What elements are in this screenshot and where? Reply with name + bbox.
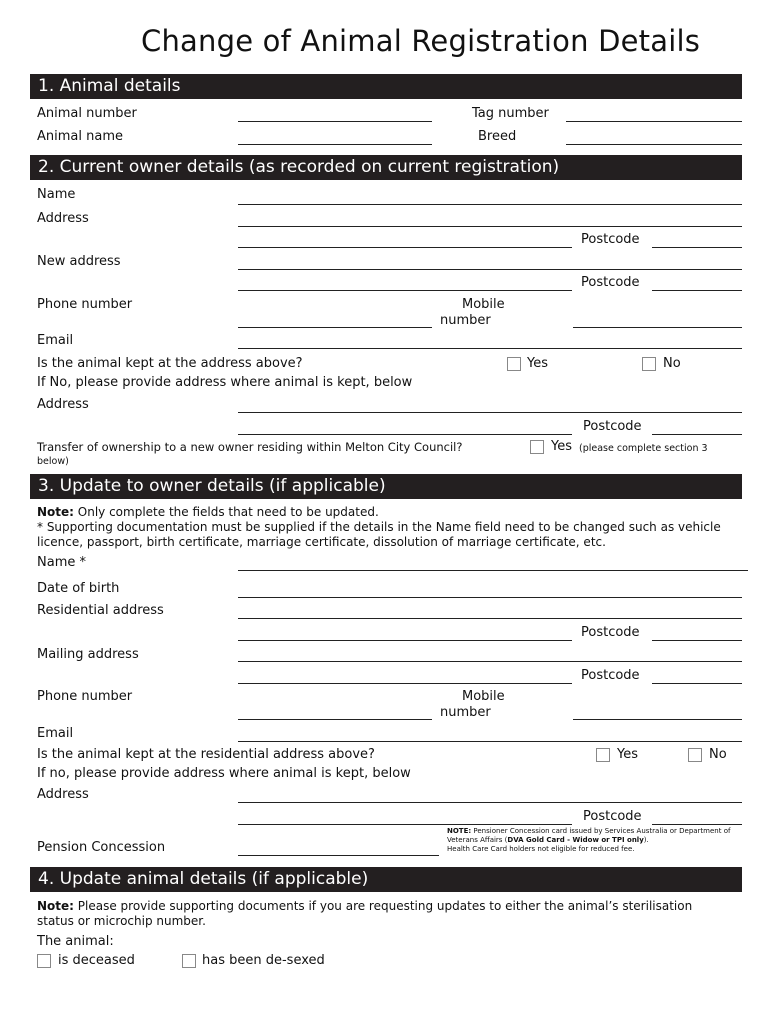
residential-label: Residential address — [37, 603, 164, 618]
residential-kept-question: Is the animal kept at the residential address above? — [37, 747, 375, 762]
mailing-postcode-label: Postcode — [581, 668, 640, 683]
address-label: Address — [37, 211, 89, 226]
tag-number-label: Tag number — [472, 106, 549, 121]
mobile-label-line-2: number — [440, 313, 491, 328]
name-label: Name — [37, 187, 76, 202]
kept-no-label: No — [663, 356, 681, 371]
new-address-field-line-1[interactable] — [238, 269, 742, 270]
kept-address-label: Address — [37, 397, 89, 412]
new-postcode-label: Postcode — [581, 275, 640, 290]
pension-field[interactable] — [238, 855, 439, 856]
deceased-label: is deceased — [58, 953, 135, 968]
the-animal-label: The animal: — [37, 934, 114, 949]
residential-kept-postcode-field[interactable] — [652, 824, 742, 825]
kept-address-field-line-2[interactable] — [238, 434, 572, 435]
mailing-postcode-field[interactable] — [652, 683, 742, 684]
new-address-field-line-2[interactable] — [238, 290, 572, 291]
kept-yes-checkbox[interactable] — [507, 357, 521, 371]
transfer-yes-checkbox[interactable] — [530, 440, 544, 454]
breed-field[interactable] — [566, 144, 742, 145]
animal-number-label: Animal number — [37, 106, 137, 121]
mailing-field-line-1[interactable] — [238, 661, 742, 662]
name-field[interactable] — [238, 204, 742, 205]
residential-kept-postcode-label: Postcode — [583, 809, 642, 824]
section-4-header: 4. Update animal details (if applicable) — [30, 867, 742, 892]
section-2-header: 2. Current owner details (as recorded on current registration) — [30, 155, 742, 180]
transfer-note-1: (please complete section 3 — [579, 443, 708, 454]
mailing-field-line-2[interactable] — [238, 683, 572, 684]
address-field-line-2[interactable] — [238, 247, 572, 248]
new-phone-field[interactable] — [238, 719, 432, 720]
animal-name-label: Animal name — [37, 129, 123, 144]
kept-postcode-label: Postcode — [583, 419, 642, 434]
section-3-note-documentation: * Supporting documentation must be supplied if the details in the Name field need to be changed such as vehicle licence, passport, birth certificate, marriage certificate, dissolution of marriage certificate, etc. — [37, 520, 721, 549]
mailing-label: Mailing address — [37, 647, 139, 662]
residential-field-line-2[interactable] — [238, 640, 572, 641]
email-label: Email — [37, 333, 74, 348]
kept-yes-label: Yes — [527, 356, 548, 371]
new-mobile-field[interactable] — [573, 719, 742, 720]
new-name-field[interactable] — [238, 570, 748, 571]
dob-field[interactable] — [238, 597, 742, 598]
address-field-line-1[interactable] — [238, 226, 742, 227]
section-3-note: Note: Only complete the fields that need to be updated. — [37, 505, 379, 519]
dob-label: Date of birth — [37, 581, 120, 596]
desexed-checkbox[interactable] — [182, 954, 196, 968]
new-address-label: New address — [37, 254, 121, 269]
new-email-field[interactable] — [238, 741, 742, 742]
kept-postcode-field[interactable] — [652, 434, 742, 435]
residential-kept-yes-label: Yes — [617, 747, 638, 762]
residential-if-no-instruction: If no, please provide address where animal is kept, below — [37, 766, 411, 781]
residential-kept-address-line-1[interactable] — [238, 802, 742, 803]
residential-postcode-field[interactable] — [652, 640, 742, 641]
new-email-label: Email — [37, 726, 74, 741]
new-name-label: Name * — [37, 555, 86, 570]
new-mobile-label-line-2: number — [440, 705, 491, 720]
new-phone-label: Phone number — [37, 689, 133, 704]
animal-name-field[interactable] — [238, 144, 432, 145]
section-4-note: Note: Please provide supporting documents if you are requesting updates to either the animal’s sterilisation status or microchip number. — [37, 899, 693, 928]
transfer-question: Transfer of ownership to a new owner residing within Melton City Council? — [37, 440, 463, 454]
form-title: Change of Animal Registration Details — [141, 24, 701, 58]
desexed-label: has been de-sexed — [202, 953, 325, 968]
phone-field[interactable] — [238, 327, 432, 328]
section-1-header: 1. Animal details — [30, 74, 742, 99]
pension-note: NOTE: Pensioner Concession card issued by Services Australia or Department of Veterans Affairs (DVA Gold Card - Widow or TPI only). Health Care Card holders not eligible for reduced fee. — [447, 827, 731, 853]
residential-postcode-label: Postcode — [581, 625, 640, 640]
residential-kept-no-checkbox[interactable] — [688, 748, 702, 762]
residential-kept-address-line-2[interactable] — [238, 824, 572, 825]
tag-number-field[interactable] — [566, 121, 742, 122]
residential-kept-address-label: Address — [37, 787, 89, 802]
phone-label: Phone number — [37, 297, 133, 312]
postcode-field[interactable] — [652, 247, 742, 248]
kept-question: Is the animal kept at the address above? — [37, 356, 303, 371]
kept-no-checkbox[interactable] — [642, 357, 656, 371]
transfer-note-2: below) — [37, 456, 69, 467]
postcode-label: Postcode — [581, 232, 640, 247]
section-3-header: 3. Update to owner details (if applicable) — [30, 474, 742, 499]
new-postcode-field[interactable] — [652, 290, 742, 291]
breed-label: Breed — [478, 129, 517, 144]
new-mobile-label-line-1: Mobile — [462, 689, 505, 704]
email-field[interactable] — [238, 348, 742, 349]
animal-number-field[interactable] — [238, 121, 432, 122]
deceased-checkbox[interactable] — [37, 954, 51, 968]
if-no-instruction: If No, please provide address where animal is kept, below — [37, 375, 413, 390]
pension-label: Pension Concession — [37, 840, 166, 855]
kept-address-field-line-1[interactable] — [238, 412, 742, 413]
mobile-label-line-1: Mobile — [462, 297, 505, 312]
mobile-field[interactable] — [573, 327, 742, 328]
residential-kept-no-label: No — [709, 747, 727, 762]
transfer-yes-label: Yes — [551, 439, 572, 454]
residential-kept-yes-checkbox[interactable] — [596, 748, 610, 762]
residential-field-line-1[interactable] — [238, 618, 742, 619]
